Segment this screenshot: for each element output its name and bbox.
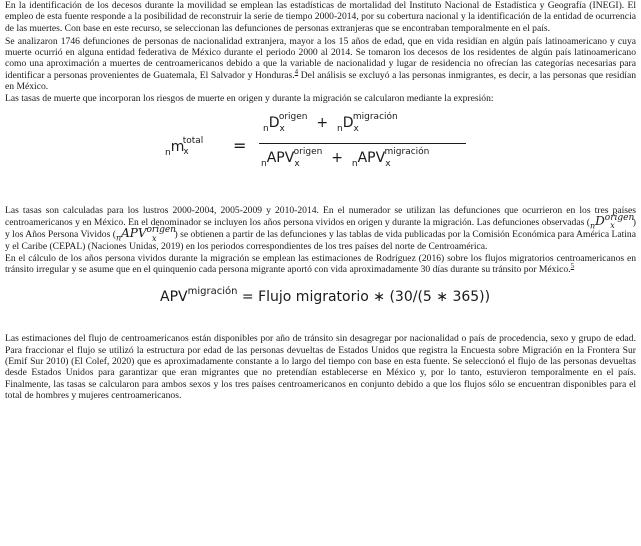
equation-apv-expression: $APV^{migración}$ = Flujo migratorio ∗ (30/(5 ∗ 365)) bbox=[160, 285, 491, 306]
equals-sign: = bbox=[233, 135, 247, 155]
document-page bbox=[5, 0, 636, 401]
paragraph-inegi-source: En la identificación de los decesos durante la movilidad se emplean las estadísticas de mortalidad del Instituto Nacional de Estadística y Geografía (INEGI). El empleo de esta fuente responde a la posibilidad de reconstruir la serie de tiempo 2000-2014, por su cobertura nacional y la identificación de la entidad de ocurrencia de las muertes. Con base en este recurso, se seleccionan las defunciones de personas extranjeras que se encontraban temporalmente en el país. bbox=[5, 0, 636, 34]
fraction-bar bbox=[259, 143, 466, 144]
paragraph-flow-estimates: Las estimaciones del flujo de centroamericanos están disponibles por año de tránsito sin desagregar por nacionalidad o país de procedencia, sexo y grupo de edad. Para fraccionar el flujo se utilizó la estructura por edad de las personas devueltas de Estados Unidos que registra la Encuesta sobre Migración en la Frontera Sur (Emif Sur 2010) (El Colef, 2020) que es aproximadamente constante a lo largo del tiempo con base en esta fuente. Se seleccionó el flujo de las personas devueltas desde Estados Unidos para garantizar que eran migrantes que no pretendían establecerse en México y, por lo tanto, estuvieron temporalmente en el país. Finalmente, las tasas se calcularon para ambos sexos y los tres países centroamericanos en conjunto debido a que los flujos sólo se encuentran disponibles para el total de hombres y mujeres centroamericanos. bbox=[5, 333, 636, 401]
paragraph-defunciones-analysis bbox=[5, 36, 636, 92]
paragraph-expression-intro: Las tasas de muerte que incorporan los riesgos de muerte en origen y durante la migración se calcularon mediante la expresión: bbox=[5, 93, 494, 105]
equation-lhs: $_nm_x^{total}$ bbox=[165, 136, 204, 158]
equation-apv-migration bbox=[5, 275, 636, 325]
footnote-ref-5[interactable]: 5 bbox=[570, 261, 575, 270]
footnote-ref-4[interactable]: 4 bbox=[294, 67, 299, 76]
paragraph-migration-years: En el cálculo de los años persona vividos durante la migración se emplean las estimaciones de Rodríguez (2016) sobre los flujos migratorios centroamericanos en tránsito irregular y se asume que en el quinquenio cada persona migrante aportó con vida aproximadamente 30 días durante su tránsito por México.$^5$ bbox=[5, 252, 636, 276]
equation-numerator: $_nD_x^{origen} + _nD_x^{migración}$ bbox=[263, 112, 398, 134]
inline-math-d-origen: $_nD^{origen}_x$ bbox=[590, 212, 635, 231]
equation-denominator: $_nAPV_x^{origen} + _nAPV_x^{migración}$ bbox=[261, 147, 430, 169]
paragraph-rates-description: Las tasas son calculadas para los lustros 2000-2004, 2005-2009 y 2010-2014. En el numerador se utilizan las defunciones que ocurrieron en los tres países centroamericanos y en México. En el denominador se incluyen los años persona vividos en origen y durante la migración. Las defunciones observadas ($_nD^{origen}_x$ ) y los Años Persona Vividos ($_nAPV^{origen}_x$ ) se obtienen a partir de las defunciones y las tablas de vida publicadas por la Comisión Económica para América Latina y el Caribe (CEPAL) (Naciones Unidas, 2019) en los periodos correspondientes de los tres países del norte de Centroamérica. bbox=[5, 204, 636, 252]
paragraph-text: Del análisis se excluyó a las personas inmigrantes, es decir, a las personas que residían en México. bbox=[5, 69, 637, 93]
inline-math-apv-origen: $_nAPV^{origen}_x$ bbox=[115, 225, 176, 243]
equation-total-mortality bbox=[5, 105, 636, 183]
paragraph-text: Se analizaron 1746 defunciones de personas de nacionalidad extranjera, mayor a los 15 años de edad, que en vida residían en algún país latinoamericano y cuya muerte ocurrió en alguna entidad federativa de México durante el periodo 2000 al 2014. Se tomaron los decesos de los residentes de algún país latinoamericano como una aproximación a muertes de centroamericanos debido a que la variable de nacionalidad y lugar de residencia no ofrecían las categorías necesarias para identificar a personas provenientes de Guatemala, El Salvador y Honduras. bbox=[5, 35, 636, 81]
